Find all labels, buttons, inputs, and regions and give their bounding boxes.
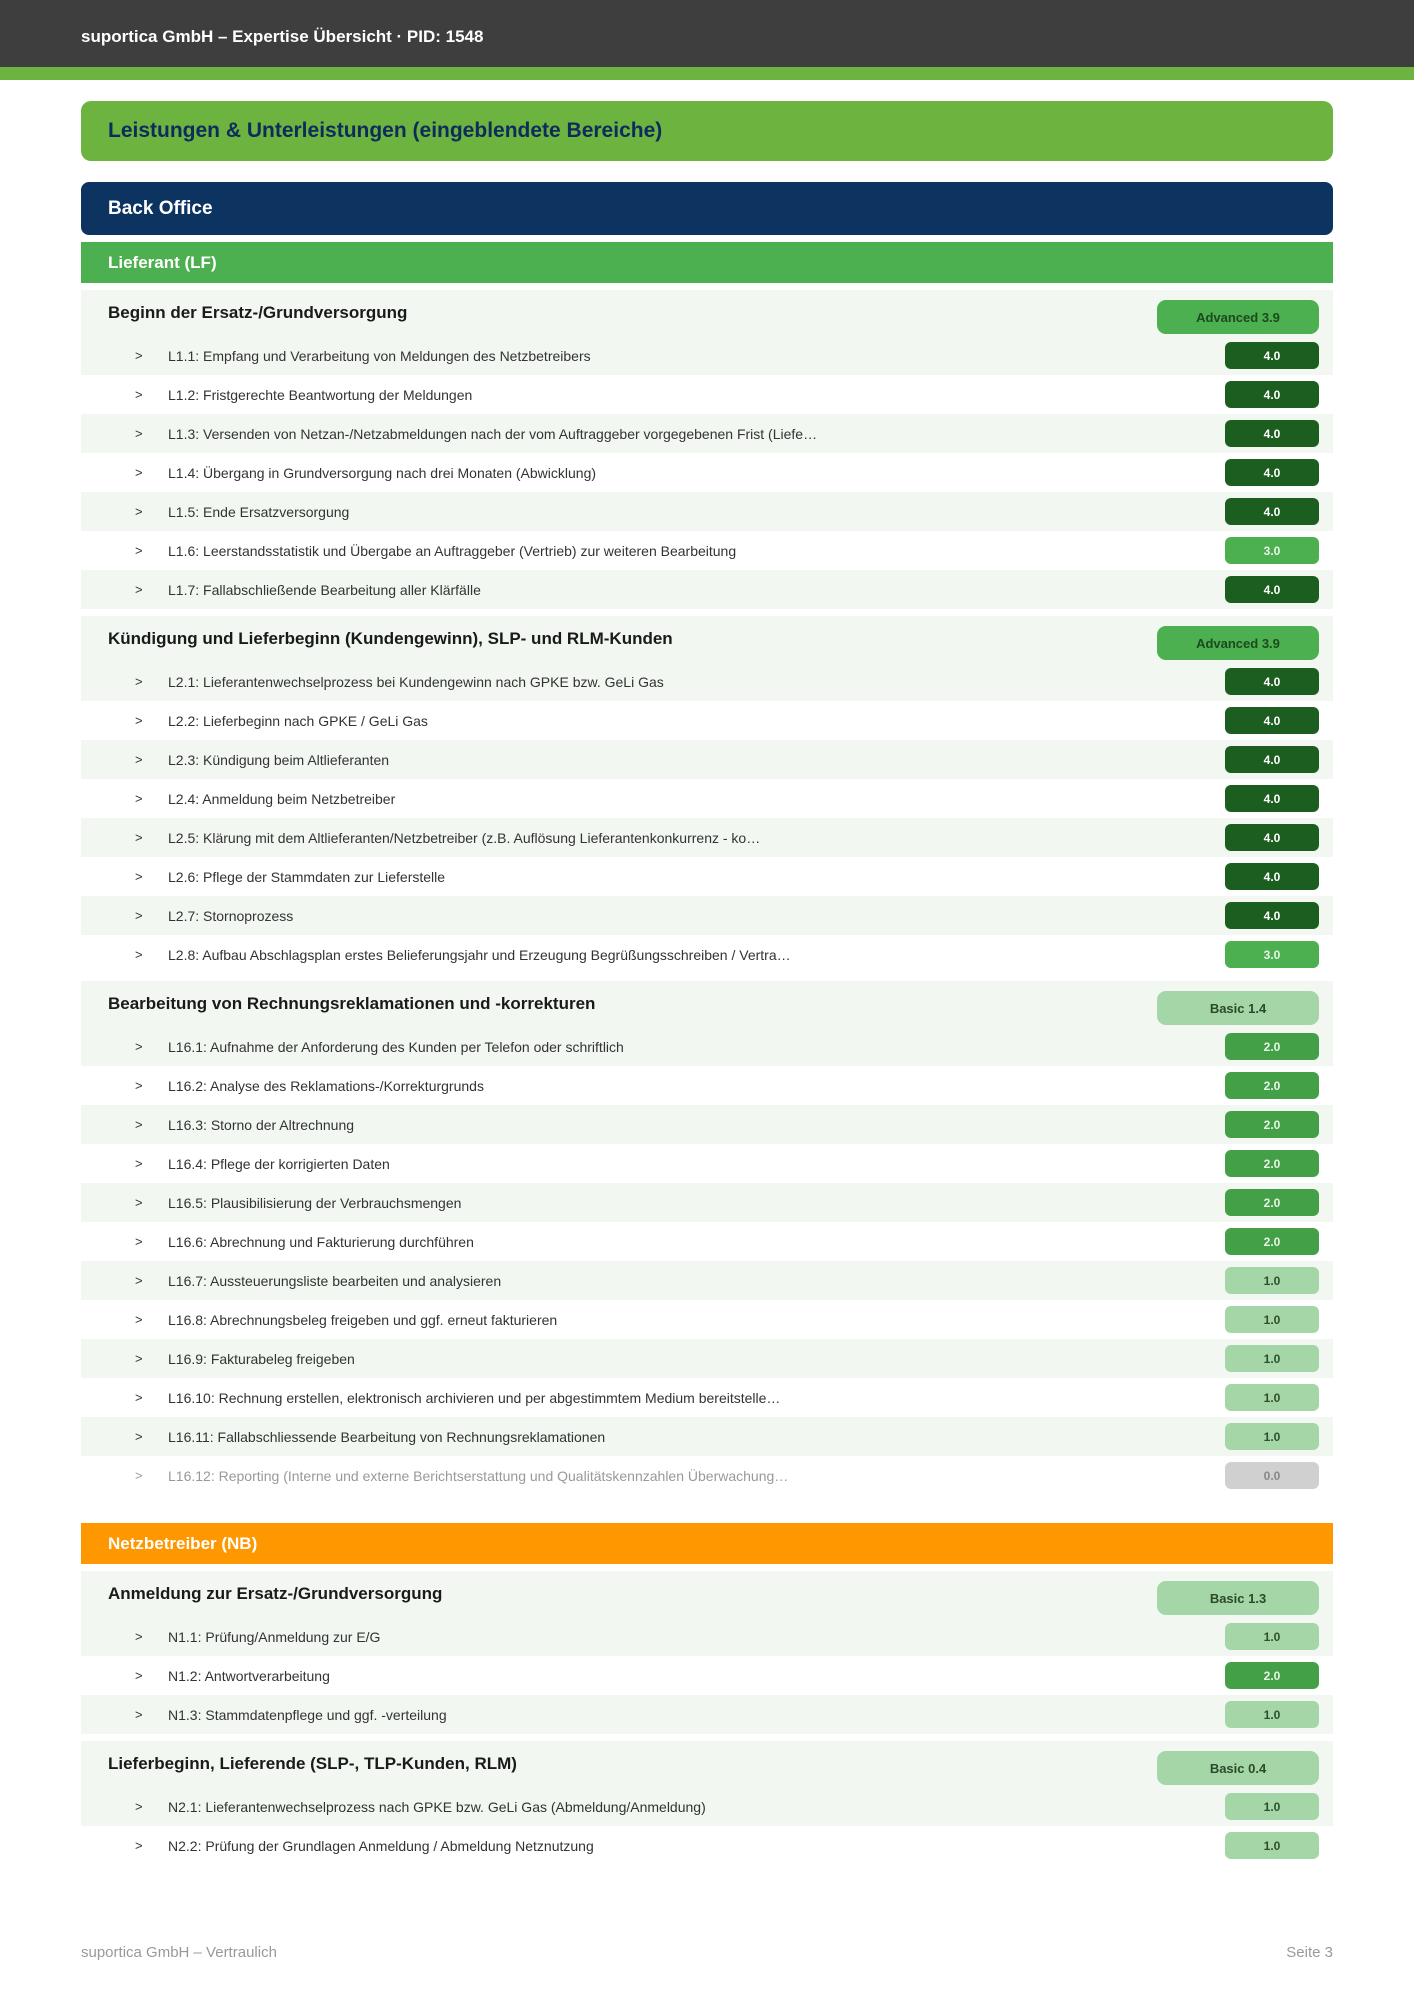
score-badge: 2.0 xyxy=(1225,1189,1319,1216)
service-level-badge: Advanced 3.9 xyxy=(1157,626,1319,660)
sub-service-label: L2.1: Lieferantenwechselprozess bei Kundengewinn nach GPKE bzw. GeLi Gas xyxy=(168,673,664,690)
sub-service-label: L1.6: Leerstandsstatistik und Übergabe an Auftraggeber (Vertrieb) zur weiteren Bearbeitung xyxy=(168,542,737,559)
service-group-title: Lieferbeginn, Lieferende (SLP-, TLP-Kunden, RLM) xyxy=(108,1754,517,1773)
score-badge: 4.0 xyxy=(1225,668,1319,695)
sub-service-row xyxy=(81,1300,1333,1339)
footer-confidential: suportica GmbH – Vertraulich xyxy=(81,1944,277,1961)
sub-service-label: L1.3: Versenden von Netzan-/Netzabmeldungen nach der vom Auftraggeber vorgegebenen Frist (Liefe… xyxy=(168,425,818,442)
sub-service-row xyxy=(81,1826,1333,1865)
service-level-badge: Basic 1.3 xyxy=(1157,1581,1319,1615)
sub-service-row xyxy=(81,1656,1333,1695)
score-badge: 4.0 xyxy=(1225,785,1319,812)
sub-service-row xyxy=(81,1222,1333,1261)
sub-service-label: N2.2: Prüfung der Grundlagen Anmeldung / Abmeldung Netznutzung xyxy=(168,1837,594,1854)
sub-service-row xyxy=(81,857,1333,896)
sub-service-row xyxy=(81,1695,1333,1734)
sub-service-label: L2.2: Lieferbeginn nach GPKE / GeLi Gas xyxy=(168,712,428,729)
sub-service-row xyxy=(81,1066,1333,1105)
sub-service-label: L2.4: Anmeldung beim Netzbetreiber xyxy=(168,790,396,807)
sub-service-label: L1.5: Ende Ersatzversorgung xyxy=(168,503,350,520)
score-badge: 2.0 xyxy=(1225,1033,1319,1060)
category-header: Lieferant (LF) xyxy=(81,242,1333,283)
footer-page-number: Seite 3 xyxy=(1286,1944,1333,1961)
sub-service-label: L16.10: Rechnung erstellen, elektronisch archivieren und per abgestimmtem Medium bereitstelle… xyxy=(168,1389,781,1406)
sub-service-row xyxy=(81,375,1333,414)
sub-service-row xyxy=(81,1027,1333,1066)
chevron-right-icon: > xyxy=(135,869,143,884)
chevron-right-icon: > xyxy=(135,713,143,728)
chevron-right-icon: > xyxy=(135,1629,143,1644)
score-badge: 1.0 xyxy=(1225,1267,1319,1294)
service-level-badge: Basic 0.4 xyxy=(1157,1751,1319,1785)
chevron-right-icon: > xyxy=(135,1078,143,1093)
service-group-header xyxy=(81,290,1333,336)
sub-service-label: L16.4: Pflege der korrigierten Daten xyxy=(168,1155,390,1172)
chevron-right-icon: > xyxy=(135,908,143,923)
score-badge: 4.0 xyxy=(1225,746,1319,773)
sub-service-label: N2.1: Lieferantenwechselprozess nach GPKE bzw. GeLi Gas (Abmeldung/Anmeldung) xyxy=(168,1798,706,1815)
sub-service-row xyxy=(81,492,1333,531)
chevron-right-icon: > xyxy=(135,1468,143,1483)
sub-service-label: L16.11: Fallabschliessende Bearbeitung von Rechnungsreklamationen xyxy=(168,1428,606,1445)
score-badge: 1.0 xyxy=(1225,1345,1319,1372)
service-level-badge: Basic 1.4 xyxy=(1157,991,1319,1025)
sub-service-row xyxy=(81,896,1333,935)
sub-service-label: L16.7: Aussteuerungsliste bearbeiten und analysieren xyxy=(168,1272,502,1289)
score-badge: 4.0 xyxy=(1225,707,1319,734)
sub-service-row xyxy=(81,1105,1333,1144)
sub-service-row xyxy=(81,336,1333,375)
score-badge: 2.0 xyxy=(1225,1662,1319,1689)
score-badge: 3.0 xyxy=(1225,537,1319,564)
sub-service-label: L16.3: Storno der Altrechnung xyxy=(168,1116,355,1133)
sub-service-label: L16.1: Aufnahme der Anforderung des Kunden per Telefon oder schriftlich xyxy=(168,1038,624,1055)
chevron-right-icon: > xyxy=(135,1039,143,1054)
chevron-right-icon: > xyxy=(135,1195,143,1210)
score-badge: 1.0 xyxy=(1225,1793,1319,1820)
section-header-back-office: Back Office xyxy=(81,182,1333,235)
chevron-right-icon: > xyxy=(135,1234,143,1249)
header-accent-stripe xyxy=(0,67,1414,80)
score-badge: 2.0 xyxy=(1225,1228,1319,1255)
chevron-right-icon: > xyxy=(135,1799,143,1814)
sub-service-row xyxy=(81,1787,1333,1826)
score-badge: 1.0 xyxy=(1225,1384,1319,1411)
sub-service-row xyxy=(81,662,1333,701)
chevron-right-icon: > xyxy=(135,504,143,519)
score-badge: 1.0 xyxy=(1225,1306,1319,1333)
sub-service-label: L16.5: Plausibilisierung der Verbrauchsmengen xyxy=(168,1194,462,1211)
sub-service-row xyxy=(81,1261,1333,1300)
score-badge: 2.0 xyxy=(1225,1150,1319,1177)
sub-service-label: L2.5: Klärung mit dem Altlieferanten/Netzbetreiber (z.B. Auflösung Lieferantenkonkurrenz - ko… xyxy=(168,829,761,846)
score-badge: 4.0 xyxy=(1225,863,1319,890)
main-content xyxy=(81,101,1333,1865)
sub-service-row xyxy=(81,1339,1333,1378)
sub-service-label: L16.2: Analyse des Reklamations-/Korrekturgrunds xyxy=(168,1077,484,1094)
chevron-right-icon: > xyxy=(135,1156,143,1171)
sub-service-label: L1.4: Übergang in Grundversorgung nach drei Monaten (Abwicklung) xyxy=(168,464,597,481)
service-group-header xyxy=(81,616,1333,662)
sub-service-label: N1.1: Prüfung/Anmeldung zur E/G xyxy=(168,1628,381,1645)
chevron-right-icon: > xyxy=(135,1838,143,1853)
sub-service-row xyxy=(81,1417,1333,1456)
score-badge: 4.0 xyxy=(1225,902,1319,929)
page-banner: Leistungen & Unterleistungen (eingeblendete Bereiche) xyxy=(81,101,1333,161)
chevron-right-icon: > xyxy=(135,1668,143,1683)
score-badge: 1.0 xyxy=(1225,1623,1319,1650)
sub-service-label: L1.2: Fristgerechte Beantwortung der Meldungen xyxy=(168,386,473,403)
sub-service-label: L16.9: Fakturabeleg freigeben xyxy=(168,1350,355,1367)
sub-service-label: L16.12: Reporting (Interne und externe Berichtserstattung und Qualitätskennzahlen Überwachung… xyxy=(168,1467,789,1484)
service-group-title: Beginn der Ersatz-/Grundversorgung xyxy=(108,303,408,322)
score-badge: 2.0 xyxy=(1225,1072,1319,1099)
service-group-title: Bearbeitung von Rechnungsreklamationen und -korrekturen xyxy=(108,994,596,1013)
chevron-right-icon: > xyxy=(135,465,143,480)
service-level-badge: Advanced 3.9 xyxy=(1157,300,1319,334)
chevron-right-icon: > xyxy=(135,348,143,363)
sub-service-row xyxy=(81,1456,1333,1495)
sub-service-label: L16.8: Abrechnungsbeleg freigeben und ggf. erneut fakturieren xyxy=(168,1311,558,1328)
sub-service-row xyxy=(81,740,1333,779)
score-badge: 4.0 xyxy=(1225,459,1319,486)
chevron-right-icon: > xyxy=(135,791,143,806)
sub-service-row xyxy=(81,701,1333,740)
chevron-right-icon: > xyxy=(135,1273,143,1288)
score-badge: 0.0 xyxy=(1225,1462,1319,1489)
category-list xyxy=(81,242,1333,1865)
sub-service-label: L2.3: Kündigung beim Altlieferanten xyxy=(168,751,390,768)
sub-service-label: L2.8: Aufbau Abschlagsplan erstes Belieferungsjahr und Erzeugung Begrüßungsschreiben / Vertra… xyxy=(168,946,791,963)
sub-service-row xyxy=(81,818,1333,857)
chevron-right-icon: > xyxy=(135,543,143,558)
sub-service-row xyxy=(81,1183,1333,1222)
score-badge: 4.0 xyxy=(1225,498,1319,525)
sub-service-label: L1.7: Fallabschließende Bearbeitung aller Klärfälle xyxy=(168,581,481,598)
chevron-right-icon: > xyxy=(135,426,143,441)
score-badge: 4.0 xyxy=(1225,824,1319,851)
chevron-right-icon: > xyxy=(135,1117,143,1132)
service-group-title: Anmeldung zur Ersatz-/Grundversorgung xyxy=(108,1584,443,1603)
service-group-header xyxy=(81,1741,1333,1787)
sub-service-row xyxy=(81,935,1333,974)
chevron-right-icon: > xyxy=(135,387,143,402)
header-title: suportica GmbH – Expertise Übersicht · PID: 1548 xyxy=(81,27,484,46)
chevron-right-icon: > xyxy=(135,1707,143,1722)
score-badge: 3.0 xyxy=(1225,941,1319,968)
category-header: Netzbetreiber (NB) xyxy=(81,1523,1333,1564)
score-badge: 1.0 xyxy=(1225,1701,1319,1728)
chevron-right-icon: > xyxy=(135,1351,143,1366)
chevron-right-icon: > xyxy=(135,1390,143,1405)
chevron-right-icon: > xyxy=(135,830,143,845)
score-badge: 4.0 xyxy=(1225,420,1319,447)
sub-service-row xyxy=(81,414,1333,453)
sub-service-label: L1.1: Empfang und Verarbeitung von Meldungen des Netzbetreibers xyxy=(168,347,591,364)
chevron-right-icon: > xyxy=(135,674,143,689)
service-group-header xyxy=(81,1571,1333,1617)
sub-service-row xyxy=(81,531,1333,570)
score-badge: 1.0 xyxy=(1225,1423,1319,1450)
score-badge: 4.0 xyxy=(1225,576,1319,603)
score-badge: 4.0 xyxy=(1225,342,1319,369)
service-group-header xyxy=(81,981,1333,1027)
chevron-right-icon: > xyxy=(135,1429,143,1444)
sub-service-row xyxy=(81,1378,1333,1417)
sub-service-row xyxy=(81,453,1333,492)
score-badge: 4.0 xyxy=(1225,381,1319,408)
chevron-right-icon: > xyxy=(135,582,143,597)
score-badge: 2.0 xyxy=(1225,1111,1319,1138)
score-badge: 1.0 xyxy=(1225,1832,1319,1859)
chevron-right-icon: > xyxy=(135,947,143,962)
page-header xyxy=(0,0,1414,67)
sub-service-label: L16.6: Abrechnung und Fakturierung durchführen xyxy=(168,1233,474,1250)
chevron-right-icon: > xyxy=(135,1312,143,1327)
sub-service-row xyxy=(81,1617,1333,1656)
sub-service-label: L2.7: Stornoprozess xyxy=(168,907,294,924)
sub-service-label: L2.6: Pflege der Stammdaten zur Lieferstelle xyxy=(168,868,446,885)
sub-service-label: N1.2: Antwortverarbeitung xyxy=(168,1667,330,1684)
chevron-right-icon: > xyxy=(135,752,143,767)
service-group-title: Kündigung und Lieferbeginn (Kundengewinn), SLP- und RLM-Kunden xyxy=(108,629,673,648)
sub-service-row xyxy=(81,570,1333,609)
sub-service-row xyxy=(81,779,1333,818)
sub-service-label: N1.3: Stammdatenpflege und ggf. -verteilung xyxy=(168,1706,447,1723)
sub-service-row xyxy=(81,1144,1333,1183)
